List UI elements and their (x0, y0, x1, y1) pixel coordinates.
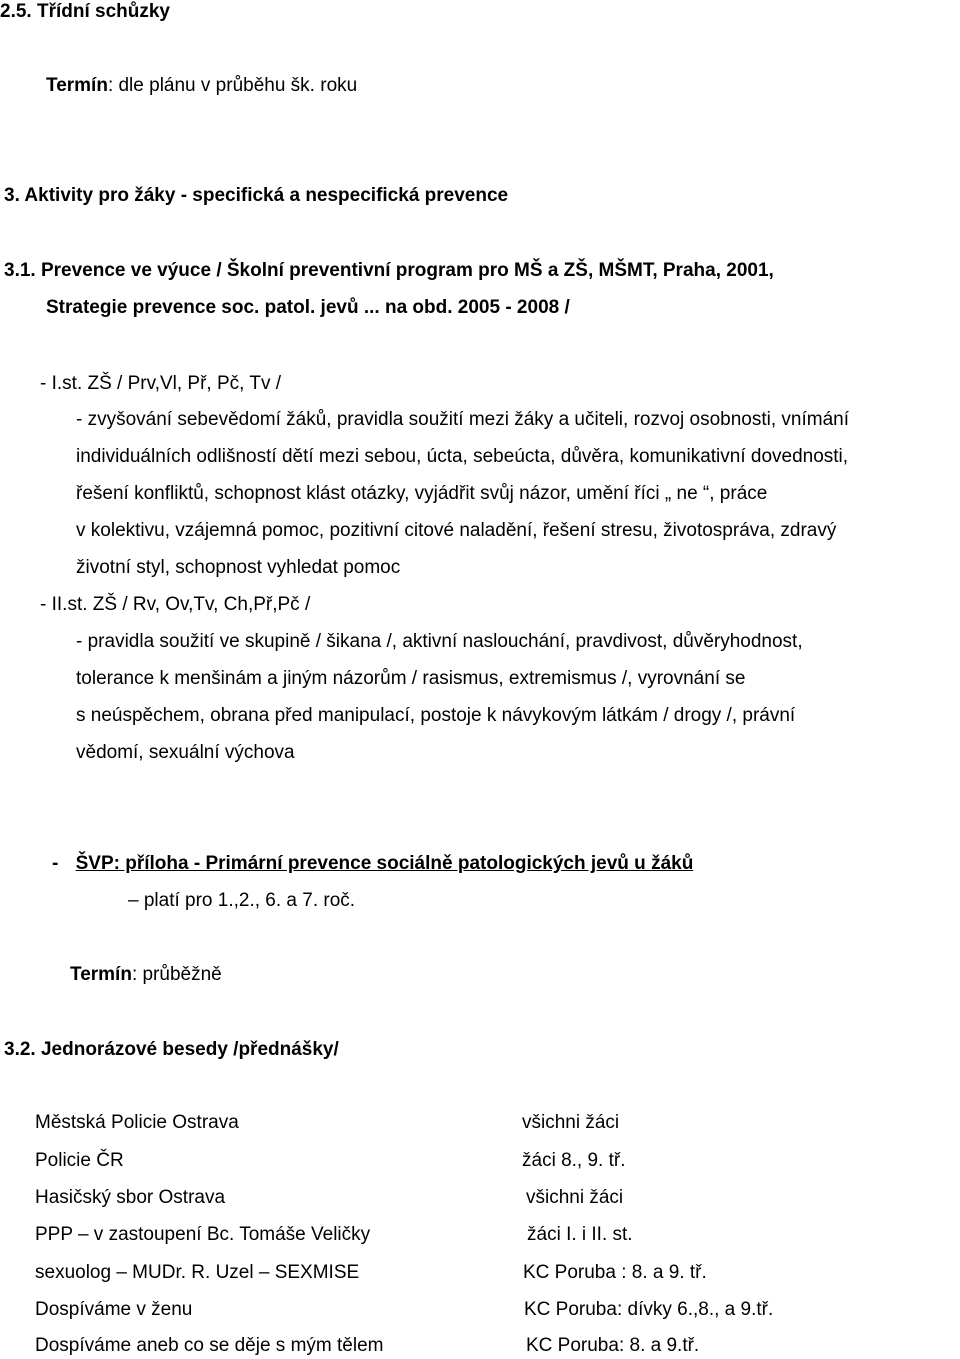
second-stage-line: vědomí, sexuální výchova (76, 742, 295, 763)
lecture-audience: všichni žáci (526, 1187, 624, 1208)
lecture-audience: žáci I. i II. st. (527, 1224, 633, 1245)
section-heading-2-5: 2.5. Třídní schůzky (0, 1, 170, 22)
section-heading-3: 3. Aktivity pro žáky - specifická a nespecifická prevence (4, 185, 509, 206)
first-stage-title: - I.st. ZŠ / Prv,Vl, Př, Pč, Tv / (40, 373, 282, 394)
lecture-name: Městská Policie Ostrava (35, 1112, 239, 1133)
svp-line (52, 854, 693, 873)
lecture-name: Hasičský sbor Ostrava (35, 1187, 226, 1208)
first-stage-line: - zvyšování sebevědomí žáků, pravidla soužití mezi žáky a učiteli, rozvoj osobnosti, vnímání (76, 409, 850, 430)
first-stage-line: životní styl, schopnost vyhledat pomoc (76, 557, 401, 578)
first-stage-line: individuálních odlišností dětí mezi sebou, úcta, sebeúcta, důvěra, komunikativní dovednosti, (76, 446, 849, 467)
lecture-audience: KC Poruba : 8. a 9. tř. (523, 1262, 707, 1283)
second-stage-line: s neúspěchem, obrana před manipulací, postoje k návykovým látkám / drogy /, právní (76, 705, 796, 726)
lecture-name: PPP – v zastoupení Bc. Tomáše Veličky (35, 1224, 371, 1245)
lecture-audience: žáci 8., 9. tř. (522, 1150, 626, 1171)
first-stage-line: v kolektivu, vzájemná pomoc, pozitivní citové naladění, řešení stresu, životospráva, zdravý (76, 520, 837, 541)
section-heading-3-1: 3.1. Prevence ve výuce / Školní preventivní program pro MŠ a ZŠ, MŠMT, Praha, 2001, (4, 260, 774, 281)
lecture-name: Dospíváme aneb co se děje s mým tělem (35, 1335, 384, 1356)
second-stage-line: - pravidla soužití ve skupině / šikana /, aktivní naslouchání, pravdivost, důvěryhodnost, (76, 631, 803, 652)
lecture-audience: KC Poruba: 8. a 9.tř. (526, 1335, 700, 1356)
lecture-audience: KC Poruba: dívky 6.,8., a 9.tř. (524, 1299, 774, 1320)
term-line-3-1 (70, 965, 222, 984)
second-stage-title: - II.st. ZŠ / Rv, Ov,Tv, Ch,Př,Pč / (40, 594, 311, 615)
first-stage-line: řešení konfliktů, schopnost klást otázky, vyjádřit svůj názor, umění říci „ ne “, práce (76, 483, 768, 504)
term-line-2-5 (46, 76, 357, 95)
svp-prefix: - (52, 853, 64, 874)
svp-text: ŠVP: příloha - Primární prevence sociálně patologických jevů u žáků (75, 853, 694, 874)
term-label: Termín (70, 964, 132, 985)
second-stage-line: tolerance k menšinám a jiným názorům / rasismus, extremismus /, vyrovnání se (76, 668, 746, 689)
lecture-name: sexuolog – MUDr. R. Uzel – SEXMISE (35, 1262, 360, 1283)
section-heading-3-1-cont: Strategie prevence soc. patol. jevů ... na obd. 2005 - 2008 / (46, 297, 570, 318)
lecture-name: Policie ČR (35, 1150, 124, 1171)
term-value: : průběžně (131, 964, 222, 985)
lecture-audience: všichni žáci (522, 1112, 620, 1133)
term-value: : dle plánu v průběhu šk. roku (107, 75, 358, 96)
term-label: Termín (46, 75, 108, 96)
lecture-name: Dospíváme v ženu (35, 1299, 193, 1320)
section-heading-3-2: 3.2. Jednorázové besedy /přednášky/ (4, 1039, 339, 1060)
svp-applies: – platí pro 1.,2., 6. a 7. roč. (128, 890, 356, 911)
